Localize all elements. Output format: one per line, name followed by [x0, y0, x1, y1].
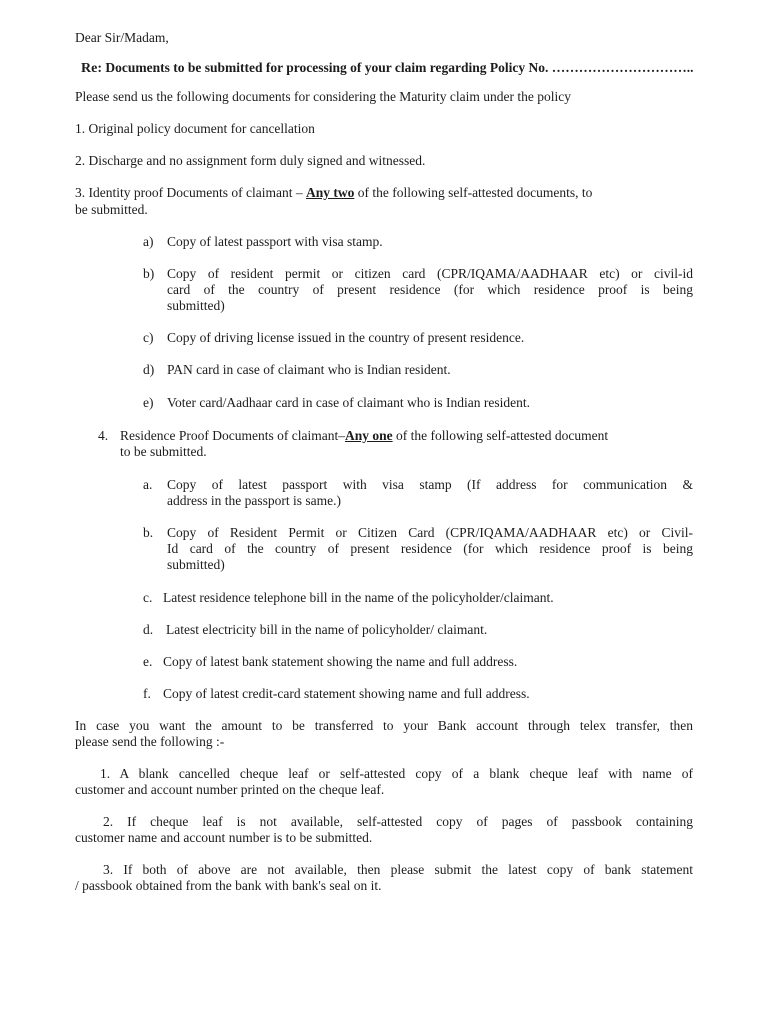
subitem-4f-label: f.: [143, 686, 151, 701]
list-item-4-line2: to be submitted.: [120, 444, 207, 459]
subitem-3b-label: b): [143, 266, 155, 281]
subject-text: Documents to be submitted for processing of your claim regarding Policy No. …………………………..: [102, 60, 694, 75]
subitem-4b-line2: Id card of the country of present residence (for which residence proof is being: [167, 541, 693, 556]
item4-prefix: Residence Proof Documents of claimant–: [120, 428, 345, 443]
bank-point-2-line1: 2. If cheque leaf is not available, self-attested copy of pages of passbook containing: [103, 814, 693, 829]
subitem-4b-line1: Copy of Resident Permit or Citizen Card (CPR/IQAMA/AADHAAR etc) or Civil-: [167, 525, 693, 540]
subitem-3d-label: d): [143, 362, 155, 377]
subitem-3a-line1: Copy of latest passport with visa stamp.: [167, 234, 383, 249]
subitem-3a-label: a): [143, 234, 154, 249]
intro-text: Please send us the following documents for considering the Maturity claim under the policy: [75, 89, 572, 104]
subitem-4b-label: b.: [143, 525, 154, 540]
subitem-3d-line1: PAN card in case of claimant who is Indian resident.: [167, 362, 451, 377]
item3-prefix: 3. Identity proof Documents of claimant –: [75, 185, 306, 200]
list-item-4-number: 4.: [98, 428, 109, 443]
subitem-3b-line2: card of the country of present residence (for which residence proof is being: [167, 282, 693, 297]
subitem-3e-label: e): [143, 395, 154, 410]
subject-line: [81, 60, 693, 77]
subitem-4c-label: c.: [143, 590, 153, 605]
subitem-3b-line1: Copy of resident permit or citizen card (CPR/IQAMA/AADHAAR etc) or civil-id: [167, 266, 693, 281]
item4-suffix: of the following self-attested document: [392, 428, 609, 443]
subitem-3c-label: c): [143, 330, 154, 345]
list-item-4-line1: [120, 428, 608, 444]
bank-point-1-line1: 1. A blank cancelled cheque leaf or self-attested copy of a blank cheque leaf with name of: [100, 766, 693, 781]
bank-point-2-line2: customer name and account number is to be submitted.: [75, 830, 373, 845]
subitem-4d-label: d.: [143, 622, 154, 637]
subitem-4b-line3: submitted): [167, 557, 225, 572]
subitem-4a-label: a.: [143, 477, 153, 492]
subitem-4a-line2: address in the passport is same.): [167, 493, 341, 508]
subitem-3b-line3: submitted): [167, 298, 225, 313]
list-item-2: 2. Discharge and no assignment form duly signed and witnessed.: [75, 153, 426, 168]
salutation: Dear Sir/Madam,: [75, 30, 169, 45]
list-item-1: 1. Original policy document for cancellation: [75, 121, 315, 136]
subject-label: Re:: [81, 61, 102, 76]
list-item-3-line1: [75, 185, 592, 201]
subitem-4e-label: e.: [143, 654, 153, 669]
subitem-3c-line1: Copy of driving license issued in the country of present residence.: [167, 330, 525, 345]
bank-point-3-line1: 3. If both of above are not available, then please submit the latest copy of bank statement: [103, 862, 693, 877]
item4-emphasis: Any one: [344, 428, 393, 443]
bank-point-3-line2: / passbook obtained from the bank with bank's seal on it.: [75, 878, 382, 893]
subitem-4a-line1: Copy of latest passport with visa stamp (If address for communication &: [167, 477, 693, 492]
bank-point-1-line2: customer and account number printed on the cheque leaf.: [75, 782, 385, 797]
subitem-4c-line1: Latest residence telephone bill in the name of the policyholder/claimant.: [163, 590, 554, 605]
subitem-3e-line1: Voter card/Aadhaar card in case of claimant who is Indian resident.: [167, 395, 530, 410]
subitem-4f-line1: Copy of latest credit-card statement showing name and full address.: [163, 686, 530, 701]
subitem-4d-line1: Latest electricity bill in the name of policyholder/ claimant.: [166, 622, 488, 637]
bank-intro-line1: In case you want the amount to be transferred to your Bank account through telex transfer, then: [75, 718, 693, 733]
bank-intro-line2: please send the following :-: [75, 734, 225, 749]
list-item-3-line2: be submitted.: [75, 202, 148, 217]
item3-suffix: of the following self-attested documents, to: [354, 185, 593, 200]
item3-emphasis: Any two: [305, 185, 355, 200]
subitem-4e-line1: Copy of latest bank statement showing the name and full address.: [163, 654, 518, 669]
